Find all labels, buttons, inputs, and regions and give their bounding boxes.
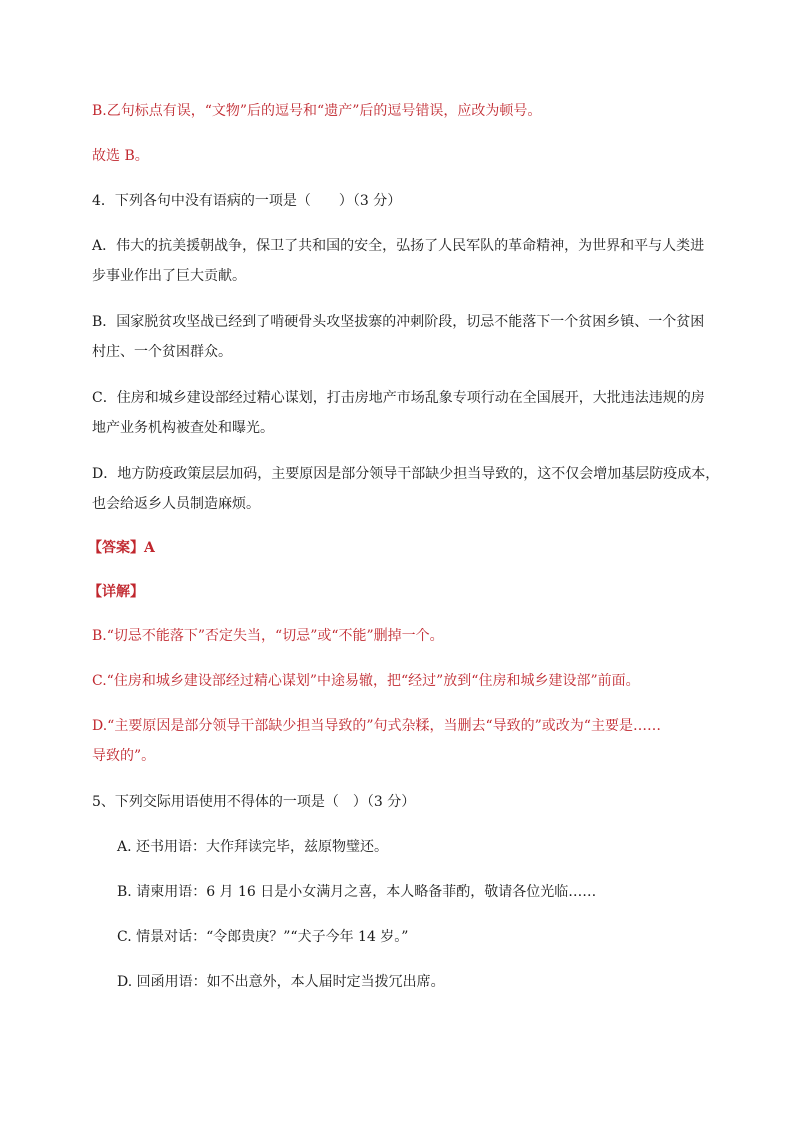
q4-stem: 4．下列各句中没有语病的一项是（ ）（3 分）	[92, 193, 402, 209]
q4-option-d-line2: 也会给返乡人员制造麻烦。	[92, 496, 260, 512]
q4-option-b-line1: B．国家脱贫攻坚战已经到了啃硬骨头攻坚拔寨的冲刺阶段，切忌不能落下一个贫困乡镇、一个贫困	[92, 314, 705, 330]
q4-option-d-line1: D．地方防疫政策层层加码，主要原因是部分领导干部缺少担当导致的，这不仅会增加基层防疫成本，	[92, 466, 720, 482]
prev-answer-choice: 故选 B。	[92, 148, 149, 164]
q5-option-d: D. 回函用语：如不出意外，本人届时定当拨冗出席。	[117, 974, 445, 990]
q4-option-a-line1: A．伟大的抗美援朝战争，保卫了共和国的安全，弘扬了人民军队的革命精神，为世界和平与人类进	[92, 238, 705, 254]
q5-stem: 5、下列交际用语使用不得体的一项是（ ）（3 分）	[92, 794, 416, 810]
q4-answer-label: 【答案】A	[88, 540, 155, 556]
q4-detail-c: C.“住房和城乡建设部经过精心谋划”中途易辙，把“经过”放到“住房和城乡建设部”前面。	[92, 673, 640, 689]
q5-option-b: B. 请柬用语：6 月 16 日是小女满月之喜，本人略备菲酌，敬请各位光临……	[117, 884, 597, 900]
prev-answer-note-b: B.乙句标点有误，“文物”后的逗号和“遗产”后的逗号错误，应改为顿号。	[92, 103, 542, 119]
q5-option-c: C. 情景对话：“令郎贵庚？”“犬子今年 14 岁。”	[117, 929, 409, 945]
q4-detail-d-line1: D.“主要原因是部分领导干部缺少担当导致的”句式杂糅，当删去“导致的”或改为“主要是……	[92, 718, 661, 734]
q4-option-c-line2: 地产业务机构被查处和曝光。	[92, 420, 274, 436]
q4-detail-label: 【详解】	[88, 584, 144, 600]
q5-option-a: A. 还书用语：大作拜读完毕，兹原物璧还。	[117, 839, 389, 855]
q4-option-a-line2: 步事业作出了巨大贡献。	[92, 268, 246, 284]
q4-option-c-line1: C．住房和城乡建设部经过精心谋划，打击房地产市场乱象专项行动在全国展开，大批违法违规的房	[92, 390, 705, 406]
q4-option-b-line2: 村庄、一个贫困群众。	[92, 344, 232, 360]
q4-detail-d-line2: 导致的”。	[92, 748, 156, 764]
q4-detail-b: B.“切忌不能落下”否定失当，“切忌”或“不能”删掉一个。	[92, 628, 444, 644]
